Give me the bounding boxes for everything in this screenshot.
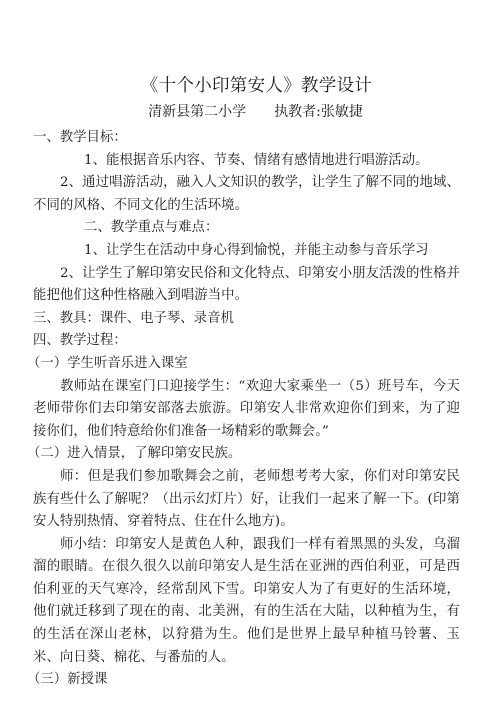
step-1-text: 教师站在课室门口迎接学生：“欢迎大家乘坐一（5）班号车，今天老师带你们去印第安部落去旅游。印第安人非常欢迎你们到来，为了迎接你们，他们特意给你们准备一场精彩的歌舞会。” bbox=[33, 378, 460, 439]
goal-2: 2、通过唱游活动，融入人文知识的教学，让学生了解不同的地域、不同的风格、不同文化的生活环境。 bbox=[33, 175, 460, 213]
tools-line: 三、教具：课件、电子琴、录音机 bbox=[33, 310, 234, 326]
document-title: 《十个小印第安人》教学设计 bbox=[140, 76, 373, 96]
key-1: 1、让学生在活动中身心得到愉悦，并能主动参与音乐学习 bbox=[84, 242, 429, 258]
step-1-heading: （一）学生听音乐进入课室 bbox=[27, 355, 188, 371]
step-2-text: 师：但是我们参加歌舞会之前，老师想考考大家，你们对印第安民族有些什么了解呢？（出示幻灯片）好，让我们一起来了解一下。(印第安人特别热情、穿着特点、住在什么地方)。 bbox=[33, 468, 460, 530]
key-heading: 二、教学重点与难点： bbox=[84, 220, 219, 236]
key-2: 2、让学生了解印第安民俗和文化特点、印第安小朋友活泼的性格并能把他们这种性格融入到唱游当中。 bbox=[33, 265, 460, 304]
goal-1: 1、能根据音乐内容、节奏、情绪有感情地进行唱游活动。 bbox=[84, 152, 429, 168]
process-heading: 四、教学过程： bbox=[33, 333, 127, 349]
step-3-heading: （三）新授课 bbox=[27, 672, 108, 688]
document-subtitle: 清新县第二小学 执教者:张敏捷 bbox=[148, 104, 363, 120]
step-2-summary: 师小结：印第安人是黄色人种，跟我们一样有着黑黑的头发，乌溜溜的眼睛。在很久很久以前印第安人是生活在亚洲的西伯利亚，可是西伯利亚的天气寒冷，经常刮风下雪。印第安人为了有更好的生活环境，他们就迁移到了现在的南、北美洲，有的生活在大陆，以种植为生，有的生活在深山老林，以狩猎为生。他们是世界上最早种植马铃薯、玉米、向日葵、棉花、与番茄的人。 bbox=[33, 536, 460, 665]
step-2-heading: （二）进入情景，了解印第安民族。 bbox=[27, 446, 242, 462]
goals-heading: 一、教学目标： bbox=[33, 130, 127, 145]
